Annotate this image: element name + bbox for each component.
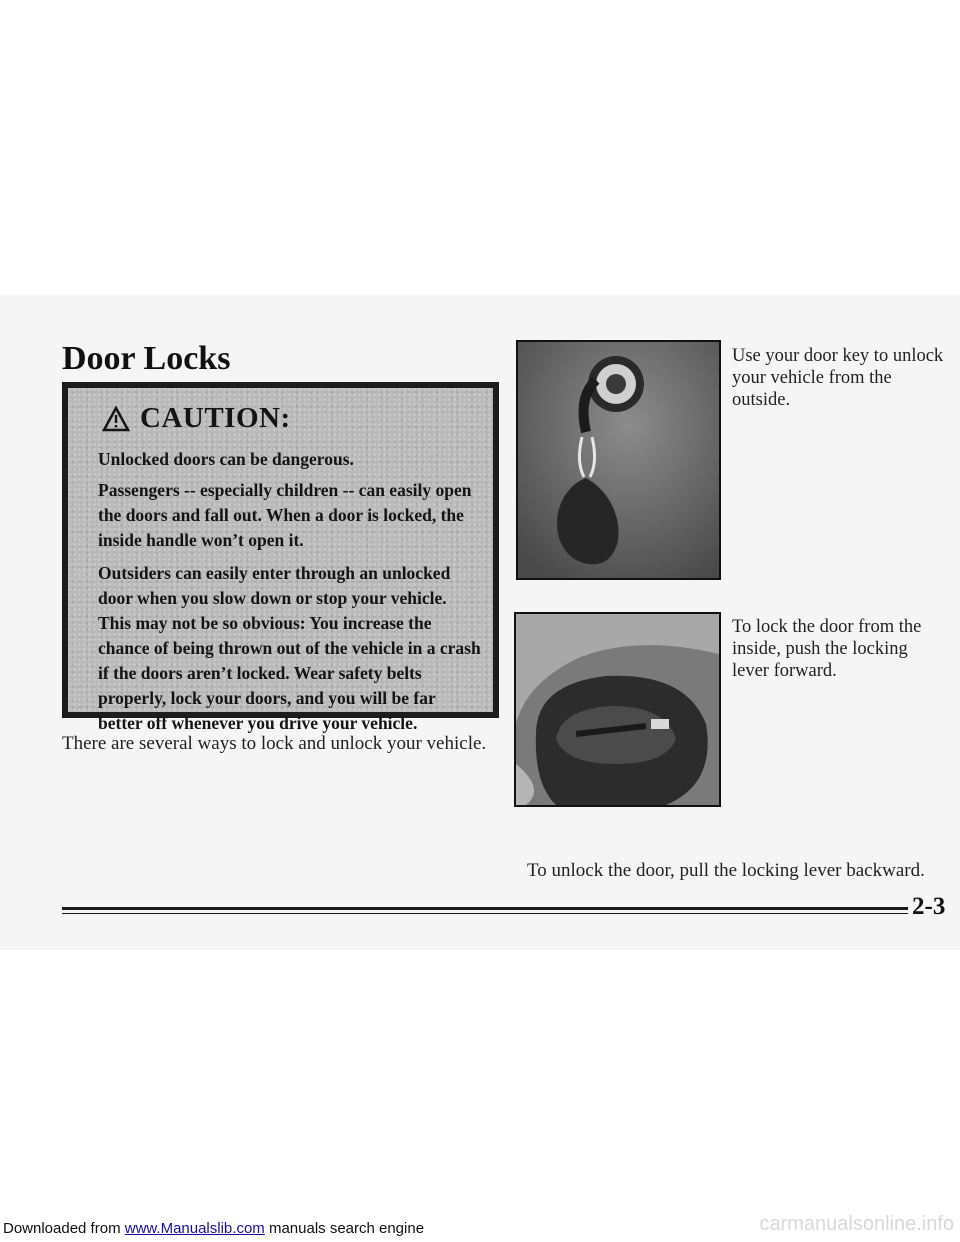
caution-paragraph: Unlocked doors can be dangerous. [98, 449, 354, 469]
key-caption: Use your door key to unlock your vehicle from the outside. [732, 346, 944, 410]
warning-triangle-icon [102, 406, 130, 432]
footer-rule [62, 907, 908, 910]
page-title: Door Locks [62, 340, 231, 377]
caution-header [102, 402, 481, 435]
footer-suffix: manuals search engine [264, 1220, 425, 1237]
door-key-photo [516, 340, 721, 580]
locking-lever-photo [514, 612, 721, 807]
caution-paragraph: Outsiders can easily enter through an unlocked door when you slow down or stop your vehicle. This may not be so obvious: You increase the chance of being thrown out of the vehicle in a crash if the doors aren’t locked. Wear safety belts properly, lock your doors, and you will be far better off whenever you drive your vehicle. [98, 563, 481, 733]
caution-paragraph: Passengers -- especially children -- can easily open the doors and fall out. When a door is locked, the inside handle won’t open it. [98, 480, 472, 550]
footer-rule-thin [62, 913, 908, 914]
caution-panel [68, 388, 493, 733]
footer-prefix: Downloaded from [3, 1220, 125, 1237]
caution-box [62, 382, 499, 733]
locking-lever-illustration [516, 614, 719, 805]
download-footer [3, 1220, 424, 1237]
manualslib-link[interactable]: www.Manualslib.com [124, 1220, 265, 1237]
intro-text: There are several ways to lock and unlock your vehicle. [62, 733, 487, 754]
page-number: 2-3 [912, 893, 946, 920]
watermark: carmanualsonline.info [759, 1213, 954, 1235]
unlock-text: To unlock the door, pull the locking lever backward. [527, 860, 925, 881]
caution-heading: CAUTION: [140, 402, 291, 434]
lever-caption: To lock the door from the inside, push the locking lever forward. [732, 617, 922, 681]
door-key-illustration [518, 342, 719, 578]
